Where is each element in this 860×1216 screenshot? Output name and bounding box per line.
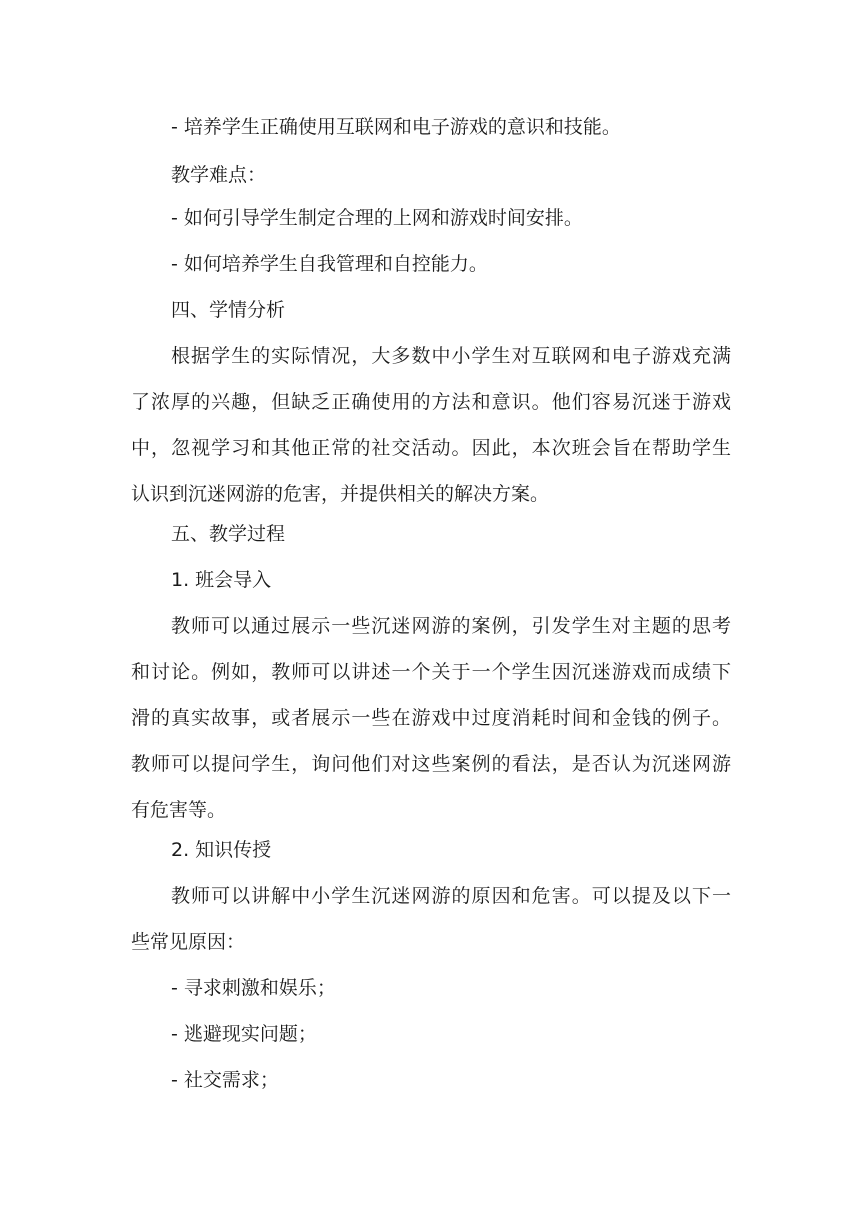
paragraph-line: 些常见原因：: [131, 931, 246, 953]
paragraph-line: 有危害等。: [131, 799, 227, 821]
section-heading: 五、教学过程: [171, 523, 286, 545]
paragraph-line: 滑的真实故事，或者展示一些在游戏中过度消耗时间和金钱的例子。: [131, 707, 731, 729]
numbered-heading: 1. 班会导入: [171, 569, 272, 591]
bullet-item: - 寻求刺激和娱乐；: [171, 977, 336, 999]
paragraph-line: 了浓厚的兴趣，但缺乏正确使用的方法和意识。他们容易沉迷于游戏: [131, 391, 731, 413]
bullet-item: - 培养学生正确使用互联网和电子游戏的意识和技能。: [171, 116, 621, 138]
bullet-item: - 逃避现实问题；: [171, 1023, 317, 1045]
section-heading: 四、学情分析: [171, 299, 286, 321]
paragraph-line: 教师可以提问学生，询问他们对这些案例的看法，是否认为沉迷网游: [131, 753, 731, 775]
paragraph-line: 认识到沉迷网游的危害，并提供相关的解决方案。: [131, 483, 550, 505]
paragraph-line: 教师可以讲解中小学生沉迷网游的原因和危害。可以提及以下一: [171, 885, 731, 907]
paragraph-line: 教师可以通过展示一些沉迷网游的案例，引发学生对主题的思考: [171, 615, 731, 637]
bullet-item: - 如何培养学生自我管理和自控能力。: [171, 253, 488, 275]
paragraph-line: 根据学生的实际情况，大多数中小学生对互联网和电子游戏充满: [171, 345, 731, 367]
bullet-item: - 如何引导学生制定合理的上网和游戏时间安排。: [171, 207, 583, 229]
numbered-heading: 2. 知识传授: [171, 839, 272, 861]
paragraph-line: 中，忽视学习和其他正常的社交活动。因此，本次班会旨在帮助学生: [131, 437, 731, 459]
bullet-item: - 社交需求；: [171, 1069, 279, 1091]
paragraph-line: 和讨论。例如，教师可以讲述一个关于一个学生因沉迷游戏而成绩下: [131, 661, 731, 683]
section-subheading: 教学难点：: [171, 164, 267, 186]
